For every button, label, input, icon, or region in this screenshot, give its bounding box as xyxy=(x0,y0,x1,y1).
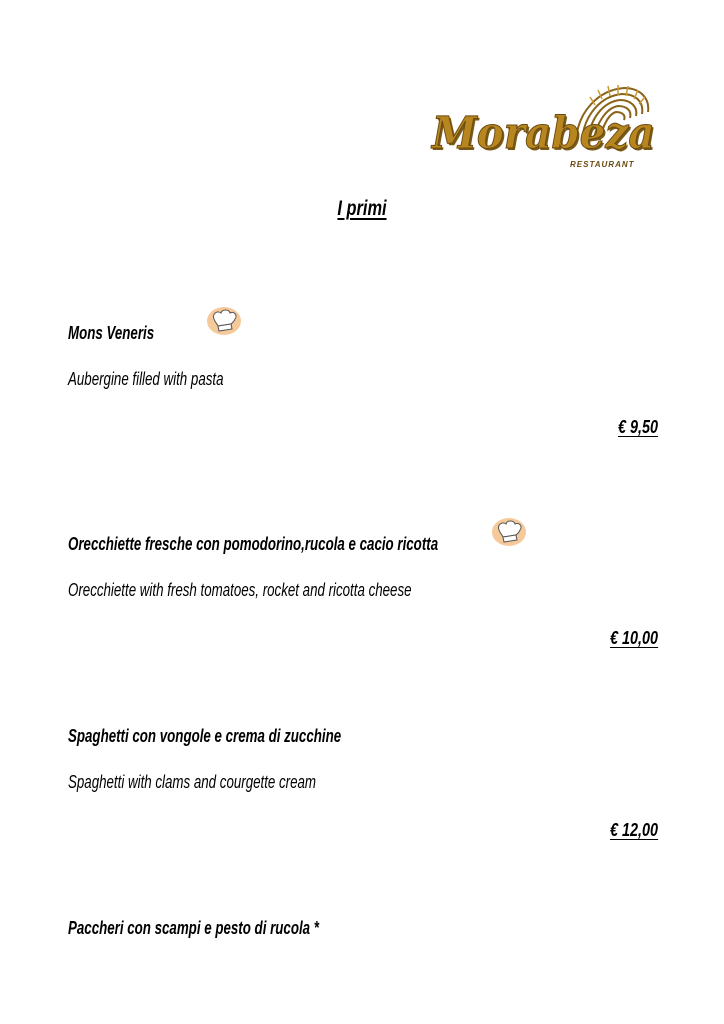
dish-description: Aubergine filled with pasta xyxy=(68,369,224,389)
dish-name: Mons Veneris xyxy=(68,323,155,343)
menu-item xyxy=(68,917,658,947)
menu-item xyxy=(68,533,658,653)
menu-item xyxy=(68,725,658,845)
price-text: € 9,50 xyxy=(617,417,658,437)
dish-description: Spaghetti with clams and courgette cream xyxy=(68,772,317,792)
restaurant-logo xyxy=(430,82,655,180)
section-title-text: I primi xyxy=(337,197,387,220)
chef-hat-icon xyxy=(491,517,527,547)
dish-name: Paccheri con scampi e pesto di rucola * xyxy=(68,918,319,938)
price-text: € 10,00 xyxy=(609,628,658,648)
logo-tagline: RESTAURANT xyxy=(570,160,635,169)
dish-name: Spaghetti con vongole e crema di zucchine xyxy=(68,726,342,746)
chef-hat-icon xyxy=(206,306,242,336)
dish-name: Orecchiette fresche con pomodorino,rucola e cacio ricotta xyxy=(68,534,439,554)
price-text: € 12,00 xyxy=(609,820,658,840)
dish-price xyxy=(618,416,658,438)
section-title xyxy=(80,196,645,222)
menu-item xyxy=(68,322,658,442)
logo-wordmark: Morabeza xyxy=(432,108,655,159)
dish-price xyxy=(610,627,658,649)
dish-description: Orecchiette with fresh tomatoes, rocket and ricotta cheese xyxy=(68,580,412,600)
dish-price xyxy=(610,819,658,841)
